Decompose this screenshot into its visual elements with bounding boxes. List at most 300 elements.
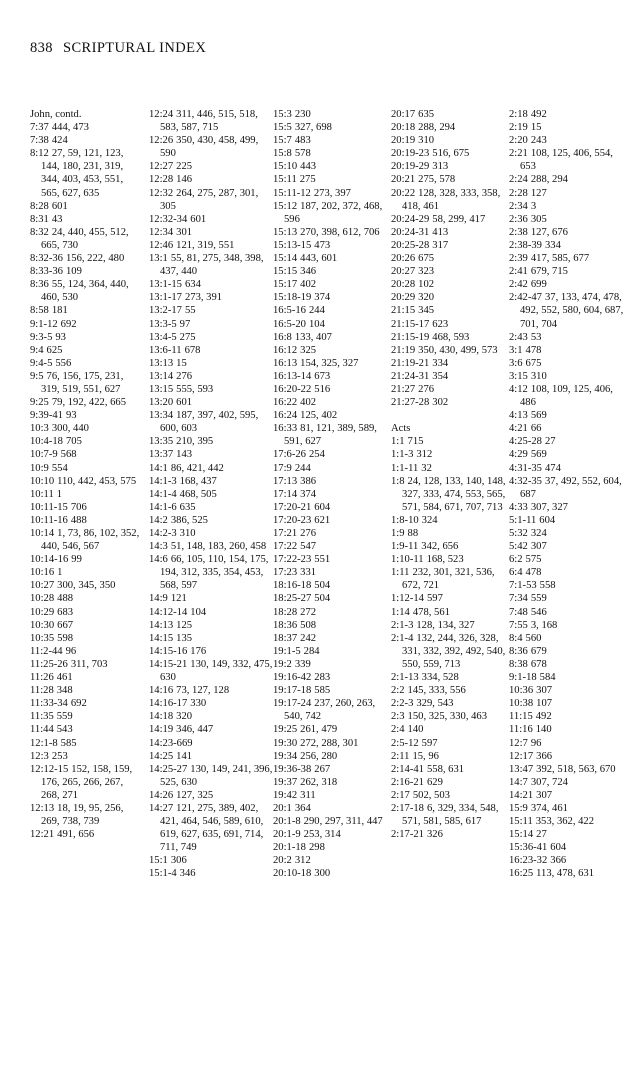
index-entry xyxy=(391,723,509,736)
verse-reference: 16:24 xyxy=(273,410,298,422)
verse-reference: 16:20-22 xyxy=(273,383,312,395)
page-references: 93 xyxy=(55,331,66,343)
page-references: 264, 275, 287, 301, 305 xyxy=(160,187,259,212)
verse-reference: 4:25-28 xyxy=(509,436,542,448)
page-references: 478 xyxy=(525,567,542,579)
verse-reference: 21:15-17 xyxy=(391,318,430,330)
page-references: 86, 421, 442 xyxy=(170,462,224,474)
verse-reference: 10:11-15 xyxy=(30,501,68,513)
verse-reference: 7:55 xyxy=(509,619,528,631)
verse-reference: 12:27 xyxy=(149,161,174,173)
verse-reference: 5:32 xyxy=(509,528,528,539)
verse-reference: 13:1-15 xyxy=(149,279,182,291)
page-references: 320 xyxy=(418,292,435,304)
index-entry xyxy=(149,462,273,475)
index-entry xyxy=(30,632,144,645)
verse-reference: 7:37 xyxy=(30,122,49,134)
verse-reference: 15:10 xyxy=(273,161,298,173)
index-entry xyxy=(391,304,509,317)
verse-reference: 16:33 xyxy=(273,423,298,435)
page-references: 108, 125, 406, 554, 653 xyxy=(520,148,613,173)
index-entry xyxy=(391,553,509,566)
page-references: 58, 299, 417 xyxy=(432,213,486,225)
index-entry xyxy=(149,488,273,501)
verse-reference: 10:9 xyxy=(30,462,49,474)
page-references: 334 xyxy=(544,239,561,251)
page-references: 424 xyxy=(51,135,68,147)
index-entry xyxy=(149,396,273,409)
index-entry xyxy=(30,344,144,357)
page-references: 307 xyxy=(530,541,547,553)
verse-reference: 20:10-18 xyxy=(273,868,312,880)
page-references: 547 xyxy=(300,541,317,553)
index-entry xyxy=(30,370,144,396)
index-entry xyxy=(273,462,391,475)
verse-reference: 19:2 xyxy=(273,658,292,670)
index-entry xyxy=(273,579,391,592)
index-entry xyxy=(509,619,628,632)
index-entry xyxy=(30,200,144,213)
index-entry xyxy=(509,606,628,619)
index-entry xyxy=(149,750,273,763)
index-entry xyxy=(30,226,144,252)
index-entry xyxy=(509,291,628,330)
index-entry xyxy=(30,396,144,409)
index-entry xyxy=(509,462,628,475)
verse-reference: 21:19 xyxy=(391,344,416,356)
verse-reference: 18:36 xyxy=(273,619,298,631)
verse-reference: 13:6-11 xyxy=(149,344,182,356)
verse-reference: 2:1-3 xyxy=(391,619,414,631)
page-references: 121 xyxy=(170,593,187,605)
verse-reference: 9:4 xyxy=(30,344,44,356)
page-references: 474 xyxy=(544,462,561,474)
verse-reference: 1:1 xyxy=(391,436,405,448)
verse-reference: 17:14 xyxy=(273,488,298,500)
index-entry xyxy=(30,606,144,619)
page-references: 413 xyxy=(432,226,449,238)
index-entry xyxy=(149,475,273,488)
index-entry xyxy=(149,108,273,134)
index-entry xyxy=(30,278,144,304)
verse-reference: 2:21 xyxy=(509,148,528,160)
index-entry xyxy=(391,134,509,147)
verse-reference: 14:9 xyxy=(149,593,168,605)
page-references: 230 xyxy=(294,109,311,120)
verse-reference: 14:15 xyxy=(149,632,174,644)
verse-reference: 14:3 xyxy=(149,541,168,553)
verse-reference: 17:9 xyxy=(273,462,292,474)
verse-reference: 19:34 xyxy=(273,750,298,762)
page-references: 81, 121, 389, 589, 591, 627 xyxy=(284,423,377,448)
index-entry xyxy=(509,370,628,383)
page-references: 284 xyxy=(303,645,320,657)
page-references: 386, 525 xyxy=(170,514,208,526)
index-entry xyxy=(273,488,391,501)
section-heading: Acts xyxy=(391,423,411,435)
page-references: 551 xyxy=(314,554,331,566)
index-entry xyxy=(149,540,273,553)
verse-reference: 8:4 xyxy=(509,632,523,644)
index-entry xyxy=(509,750,628,763)
index-entry xyxy=(149,291,273,304)
page-references: 585 xyxy=(314,685,331,697)
page-references: 3 xyxy=(530,200,537,212)
page-references: 478, 561 xyxy=(412,606,450,618)
index-entry xyxy=(391,737,509,750)
index-entry xyxy=(30,475,144,488)
index-entry xyxy=(391,540,509,553)
page-references: 546 xyxy=(530,606,547,618)
verse-reference: 20:19 xyxy=(391,135,416,147)
index-entry xyxy=(509,763,628,776)
page-references: 306 xyxy=(170,855,187,867)
index-entry xyxy=(149,854,273,867)
index-entry xyxy=(30,723,144,736)
index-entry xyxy=(391,462,509,475)
index-entry xyxy=(30,409,144,422)
verse-reference: 14:2-3 xyxy=(149,528,177,539)
verse-reference: 4:21 xyxy=(509,423,528,435)
page-references: 99 xyxy=(71,554,82,566)
index-entry xyxy=(30,645,144,658)
verse-reference: 2:14-41 xyxy=(391,763,424,775)
verse-reference: 12:32-34 xyxy=(149,213,188,225)
index-entry xyxy=(149,553,273,592)
page-references: 24, 128, 133, 140, 148, 327, 333, 474, 553, 565, 571, 584, 671, 707, 713 xyxy=(402,475,506,513)
page-references: 104 xyxy=(190,606,207,618)
verse-reference: 9:25 xyxy=(30,397,49,409)
index-entry xyxy=(509,671,628,684)
verse-reference: 11:16 xyxy=(509,724,533,736)
verse-reference: 14:19 xyxy=(149,724,174,736)
verse-reference: 20:19-23 xyxy=(391,148,430,160)
verse-reference: 12:24 xyxy=(149,109,174,120)
page-references: 569 xyxy=(530,410,547,422)
index-entry xyxy=(273,226,391,239)
page-references: 555, 593 xyxy=(176,383,214,395)
index-entry xyxy=(149,435,273,448)
verse-reference: 12:3 xyxy=(30,750,49,762)
index-entry xyxy=(30,147,144,199)
index-entry xyxy=(509,514,628,527)
index-entry xyxy=(273,147,391,160)
index-entry xyxy=(273,841,391,854)
page-references: 311, 703 xyxy=(70,658,108,670)
page-references: 468, 593 xyxy=(432,331,470,343)
verse-reference: 13:47 xyxy=(509,763,534,775)
index-entry xyxy=(30,619,144,632)
verse-reference: 2:38 xyxy=(509,226,528,238)
index-entry xyxy=(509,252,628,265)
page-references: 210, 395 xyxy=(176,436,214,448)
index-entry xyxy=(273,723,391,736)
index-entry xyxy=(509,579,628,592)
index-entry xyxy=(273,658,391,671)
index-entry xyxy=(273,553,391,566)
index-entry xyxy=(30,592,144,605)
verse-reference: 11:2-44 xyxy=(30,645,63,657)
page-references: 478 xyxy=(525,344,542,356)
verse-reference: 20:25-28 xyxy=(391,239,430,251)
page-references: 307, 327 xyxy=(530,501,568,513)
verse-reference: 17:13 xyxy=(273,475,298,487)
page-references: 330 xyxy=(190,698,207,710)
page-references: 121, 319, 551 xyxy=(176,239,235,251)
index-entry xyxy=(149,173,273,186)
page-references: 601 xyxy=(176,397,193,409)
verse-reference: 2:1-13 xyxy=(391,672,419,684)
index-entry xyxy=(149,344,273,357)
page-references: 143 xyxy=(176,449,193,461)
index-entry xyxy=(30,553,144,566)
verse-reference: 13:20 xyxy=(149,397,174,409)
index-entry xyxy=(273,566,391,579)
verse-reference: 12:34 xyxy=(149,226,174,238)
index-entry xyxy=(391,448,509,461)
index-entry xyxy=(149,606,273,619)
page-references: 127 xyxy=(530,187,547,199)
verse-reference: 15:3 xyxy=(273,109,292,120)
page-references: 104 xyxy=(308,318,325,330)
index-entry xyxy=(509,815,628,828)
index-entry xyxy=(273,409,391,422)
page-references: 102 xyxy=(418,279,435,291)
index-entry xyxy=(149,867,273,880)
page-references: 125 xyxy=(176,619,193,631)
page-references: 692 xyxy=(70,698,87,710)
page-references: 601 xyxy=(51,200,68,212)
index-entry xyxy=(391,121,509,134)
page-references: 366 xyxy=(550,855,567,867)
verse-reference: 2:41 xyxy=(509,266,528,278)
page-references: 508 xyxy=(300,619,317,631)
verse-reference: 2:24 xyxy=(509,174,528,186)
verse-reference: 8:58 xyxy=(30,305,49,317)
index-entry xyxy=(509,409,628,422)
index-entry xyxy=(273,514,391,527)
verse-reference: 11:25-26 xyxy=(30,658,68,670)
index-entry xyxy=(509,435,628,448)
verse-reference: 15:12 xyxy=(273,200,298,212)
index-entry xyxy=(273,422,391,448)
index-columns xyxy=(30,108,628,1058)
index-entry xyxy=(149,501,273,514)
index-entry xyxy=(30,802,144,828)
page-references: 275, 578 xyxy=(418,174,456,186)
page-references: 96 xyxy=(65,645,77,657)
index-entry xyxy=(391,370,509,383)
index-entry xyxy=(30,750,144,763)
index-entry xyxy=(509,422,628,435)
verse-reference: 15:8 xyxy=(273,148,292,160)
page-references: 55, 124, 364, 440, 460, 530 xyxy=(41,279,129,304)
index-entry xyxy=(509,737,628,750)
verse-reference: 2:4 xyxy=(391,724,405,736)
verse-reference: 10:11-16 xyxy=(30,514,68,526)
verse-reference: 15:13 xyxy=(273,226,298,238)
verse-reference: 18:28 xyxy=(273,606,298,618)
index-entry xyxy=(391,763,509,776)
verse-reference: 9:1-18 xyxy=(509,672,537,684)
verse-reference: 15:36-41 xyxy=(509,842,548,854)
index-entry xyxy=(391,684,509,697)
verse-reference: 9:3-5 xyxy=(30,331,53,343)
index-entry xyxy=(149,383,273,396)
verse-reference: 14:1-3 xyxy=(149,475,177,487)
verse-reference: 1:11 xyxy=(391,567,410,579)
page-references: 275 xyxy=(299,174,316,186)
index-entry xyxy=(149,226,273,239)
page-references: 300, 440 xyxy=(51,423,89,435)
verse-reference: 19:25 xyxy=(273,724,298,736)
verse-reference: 12:28 xyxy=(149,174,174,186)
verse-reference: 9:1-12 xyxy=(30,318,58,330)
page-references: 621 xyxy=(314,514,331,526)
index-entry xyxy=(509,867,628,880)
verse-reference: 11:26 xyxy=(30,672,54,684)
page-references: 135 xyxy=(176,632,193,644)
page-references: 108, 109, 125, 406, 486 xyxy=(520,383,613,409)
index-entry xyxy=(509,187,628,200)
page-references: 667 xyxy=(57,619,74,631)
page-references: 366 xyxy=(536,750,553,762)
verse-reference: 10:11 xyxy=(30,488,54,500)
verse-reference: 11:33-34 xyxy=(30,698,68,710)
verse-reference: 17:21 xyxy=(273,528,298,539)
verse-reference: 14:16 xyxy=(149,685,174,697)
verse-reference: 8:28 xyxy=(30,200,49,212)
verse-reference: 7:48 xyxy=(509,606,528,618)
verse-reference: 20:21 xyxy=(391,174,416,186)
page-references: 346, 447 xyxy=(176,724,214,736)
verse-reference: 14:23-669 xyxy=(149,737,193,749)
page-references: 176 xyxy=(190,645,207,657)
page-references: 133, 407 xyxy=(294,331,332,343)
page-references: 73, 127, 128 xyxy=(176,685,230,697)
index-entry xyxy=(273,383,391,396)
page-references: 3, 168 xyxy=(530,619,558,631)
index-entry xyxy=(149,187,273,213)
verse-reference: 2:17-18 xyxy=(391,802,424,814)
index-entry xyxy=(391,213,509,226)
index-entry xyxy=(149,409,273,435)
page-references: 1, 73, 86, 102, 352, 440, 546, 567 xyxy=(41,528,140,553)
verse-reference: 14:25-27 xyxy=(149,763,188,775)
page-references: 140 xyxy=(535,724,552,736)
page-references: 146 xyxy=(176,174,193,186)
verse-reference: 13:37 xyxy=(149,449,174,461)
verse-reference: 18:16-18 xyxy=(273,580,312,592)
index-entry xyxy=(30,134,144,147)
index-entry xyxy=(149,710,273,723)
page-references: 625 xyxy=(46,344,63,356)
verse-reference: 17:23 xyxy=(273,567,298,579)
verse-reference: 20:17 xyxy=(391,109,416,120)
verse-reference: 19:42 xyxy=(273,789,298,801)
page-references: 488 xyxy=(57,593,74,605)
page-references: 334, 528 xyxy=(421,672,459,684)
page-references: 502, 503 xyxy=(412,789,450,801)
verse-reference: 13:1 xyxy=(149,253,168,265)
index-entry xyxy=(509,134,628,147)
verse-reference: 15:14 xyxy=(273,253,298,265)
page-references: 27 xyxy=(544,436,556,448)
verse-reference: 16:8 xyxy=(273,331,292,343)
verse-reference: 16:12 xyxy=(273,344,298,356)
verse-reference: 12:12-15 xyxy=(30,763,69,775)
page-references: 107 xyxy=(536,698,553,710)
index-entry xyxy=(273,134,391,147)
verse-reference: 4:12 xyxy=(509,383,528,395)
verse-reference: 2:2 xyxy=(391,685,405,697)
page-references: 444, 473 xyxy=(51,122,89,134)
verse-reference: 20:18 xyxy=(391,122,416,134)
page-references: 298 xyxy=(308,842,325,854)
page-references: 715 xyxy=(407,436,424,448)
page-references: 504 xyxy=(314,580,331,592)
page-references: 705 xyxy=(65,436,82,448)
index-entry xyxy=(30,252,144,265)
page-references: 461 xyxy=(56,672,73,684)
page-references: 154, 325, 327 xyxy=(300,357,359,369)
verse-reference: 10:29 xyxy=(30,606,55,618)
verse-reference: 10:16 xyxy=(30,567,55,579)
verse-reference: 1:1-3 xyxy=(391,449,414,461)
page-references: 270, 398, 612, 706 xyxy=(300,226,380,238)
verse-reference: 21:19-21 xyxy=(391,357,430,369)
verse-reference: 20:28 xyxy=(391,279,416,291)
page-references: 443 xyxy=(300,161,317,173)
index-entry xyxy=(273,173,391,186)
index-entry xyxy=(509,213,628,226)
page-references: 130, 149, 241, 396, 525, 630 xyxy=(160,763,273,788)
index-entry xyxy=(149,737,273,750)
page-references: 127, 676 xyxy=(530,226,568,238)
page-references: 225 xyxy=(176,161,193,173)
index-column-2 xyxy=(149,108,273,881)
verse-reference: 10:4-18 xyxy=(30,436,63,448)
page-references: 275 xyxy=(179,331,196,343)
page-references: 673 xyxy=(314,370,331,382)
verse-reference: 14:15-16 xyxy=(149,645,188,657)
page-references: 6, 329, 334, 548, 571, 581, 585, 617 xyxy=(402,802,499,828)
index-entry xyxy=(273,750,391,763)
index-entry xyxy=(149,763,273,789)
verse-reference: 20:24-31 xyxy=(391,226,430,238)
index-entry xyxy=(273,828,391,841)
page-references: 374 xyxy=(300,488,317,500)
verse-reference: 5:42 xyxy=(509,541,528,553)
page-references: 1 xyxy=(57,567,63,579)
index-entry xyxy=(149,318,273,331)
verse-reference: 19:17-24 xyxy=(273,698,312,710)
index-entry xyxy=(391,527,509,540)
index-entry xyxy=(509,710,628,723)
page-references: 79, 192, 422, 665 xyxy=(51,397,126,409)
page-references: 345 xyxy=(418,305,435,317)
index-entry xyxy=(391,710,509,723)
verse-reference: 2:42-47 xyxy=(509,292,542,304)
page-references: 346 xyxy=(300,266,317,278)
page-references: 181 xyxy=(51,305,68,317)
verse-reference: 1:10-11 xyxy=(391,554,424,566)
verse-reference: 8:32-36 xyxy=(30,253,63,265)
index-entry xyxy=(391,265,509,278)
verse-reference: 1:8-10 xyxy=(391,514,419,526)
verse-reference: 2:16-21 xyxy=(391,776,424,788)
index-entry xyxy=(509,789,628,802)
